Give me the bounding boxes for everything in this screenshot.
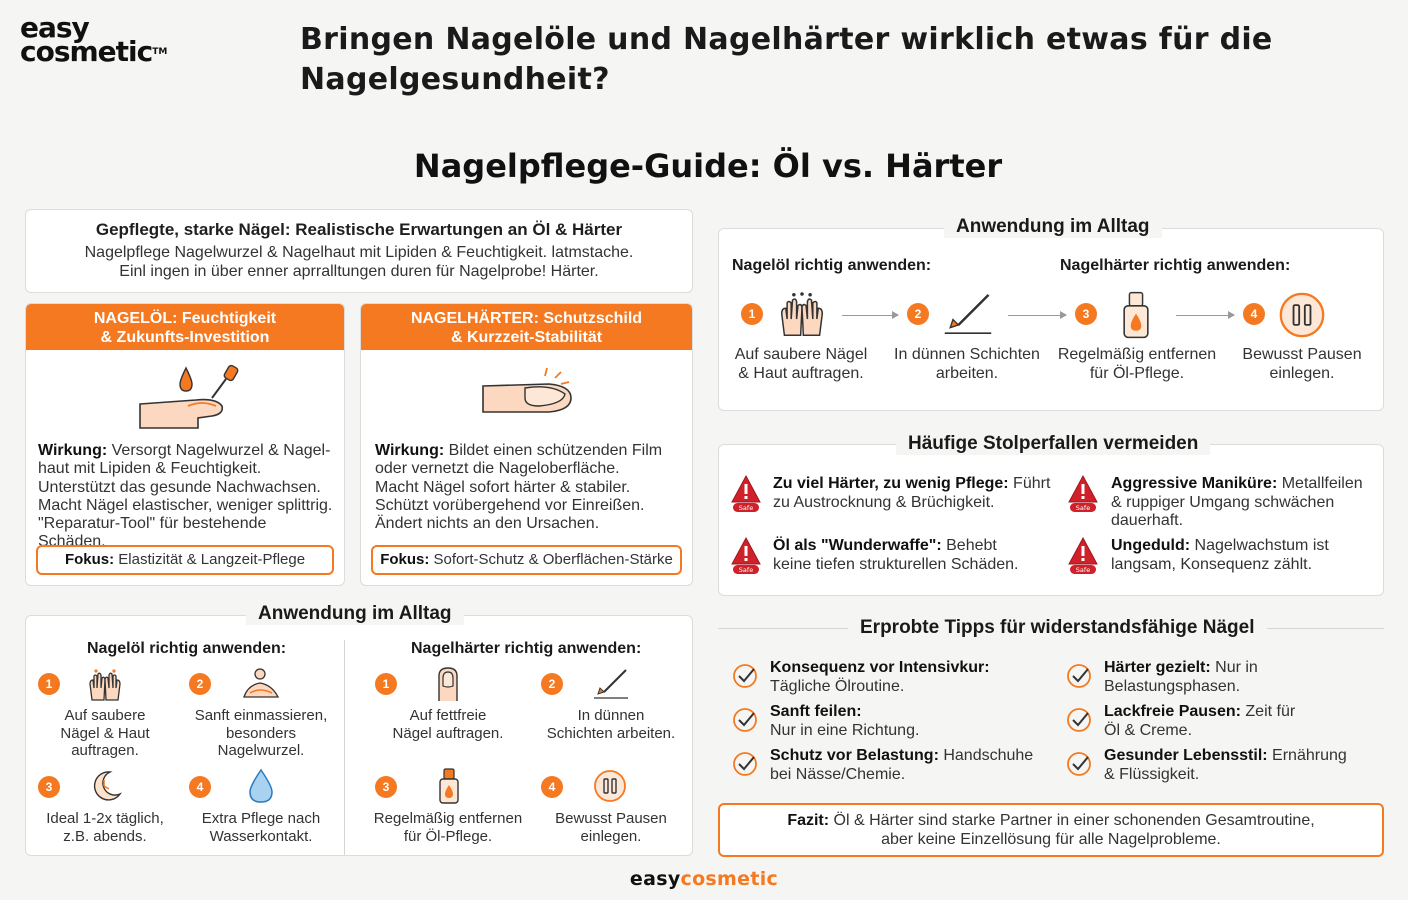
tip6-bold: Gesunder Lebensstil: — [1104, 747, 1268, 764]
right-step3-number: 3 — [1075, 303, 1097, 325]
fazit-line2: aber keine Einzellösung für alle Nagelprobleme. — [881, 830, 1221, 848]
right-step4-label — [1232, 346, 1372, 383]
oil-step1-line3: auftragen. — [71, 742, 139, 759]
tip1-rest2: Tägliche Ölroutine. — [770, 677, 905, 695]
hardener-step1-line2: Nägel auftragen. — [392, 724, 504, 742]
oil-focus-box — [36, 545, 334, 575]
hardener-step4-label — [540, 810, 682, 845]
oil-step2-number: 2 — [189, 673, 211, 695]
oil-focus-label: Fokus: — [64, 551, 115, 568]
hardener-head-line1: NAGELHÄRTER: Schutzschild — [410, 310, 643, 327]
oil-line-4: Macht Nägel elastischer, weniger splittrig. — [38, 496, 333, 514]
hardener-step4-line1: Bewusst Pausen — [555, 810, 667, 827]
tip-2 — [1104, 659, 1374, 696]
oil-focus-text: Elastizität & Langzeit-Pflege — [118, 551, 306, 568]
right-step2-line1: In dünnen Schichten — [894, 346, 1040, 363]
oil-step3-number: 3 — [38, 776, 60, 798]
oil-step2-line2: besonders — [225, 724, 297, 742]
page-title-line1: Bringen Nagelöle und Nagelhärter wirklich etwas für die — [300, 22, 1273, 57]
right-step2-line2: arbeiten. — [935, 364, 999, 382]
oil-step3-line2: z.B. abends. — [63, 827, 147, 845]
hardener-card-header — [361, 304, 692, 350]
hardener-focus-text: Sofort-Schutz & Oberflächen-Stärke — [433, 551, 673, 568]
warning-icon — [730, 536, 762, 576]
oil-step2-label — [190, 707, 332, 760]
shiny-nail-icon — [479, 364, 579, 416]
tip5-rest2: bei Nässe/Chemie. — [770, 765, 906, 783]
pitfall1-bold: Zu viel Härter, zu wenig Pflege: — [773, 475, 1009, 492]
hardener-line-5: Ändert nichts an den Ursachen. — [375, 515, 600, 533]
hardener-wirkung-label: Wirkung: — [375, 442, 445, 459]
tip3-bold: Sanft feilen: — [770, 703, 862, 720]
pitfall3-badge: Safe — [738, 566, 754, 574]
pitfall-3 — [773, 537, 1053, 574]
fazit-label: Fazit: — [787, 812, 830, 829]
right-step1-number: 1 — [741, 303, 763, 325]
bottle-icon — [437, 767, 461, 805]
tip5-rest1: Handschuhe — [938, 747, 1034, 764]
oil-wirkung-label: Wirkung: — [38, 442, 108, 459]
oil-step3-label — [35, 810, 175, 845]
pitfall2-rest3: dauerhaft. — [1111, 512, 1184, 529]
bottle-icon — [1120, 290, 1152, 340]
alltag-right-hardener-title: Nagelhärter richtig anwenden: — [1060, 257, 1291, 274]
right-step1-line1: Auf saubere Nägel — [734, 346, 868, 363]
tip-6 — [1104, 747, 1374, 784]
clean-hands-icon — [776, 292, 828, 338]
hardener-step1-line1: Auf fettfreie — [409, 707, 487, 724]
hardener-step2-label — [540, 707, 682, 742]
tip2-rest2: Belastungsphasen. — [1104, 677, 1241, 695]
hardener-step2-line1: In dünnen — [577, 707, 645, 724]
intro-title: Gepflegte, starke Nägel: Realistische Erwartungen an Öl & Härter — [95, 220, 623, 239]
hardener-line-4: Schützt vorübergehend vor Einreißen. — [375, 496, 645, 514]
right-step1-line2: & Haut auftragen. — [738, 364, 864, 382]
oil-step4-number: 4 — [189, 776, 211, 798]
brush-icon — [942, 292, 994, 336]
tip-4 — [1104, 703, 1374, 740]
tip4-rest1: Zeit für — [1240, 703, 1296, 720]
footer-logo-part2: cosmetic — [680, 868, 779, 890]
pitfall-4 — [1111, 537, 1371, 574]
hardener-step4-number: 4 — [541, 776, 563, 798]
pitfall4-bold: Ungeduld: — [1111, 537, 1191, 554]
pitfalls-title: Häufige Stolperfallen vermeiden — [896, 433, 1210, 455]
right-step4-line2: einlegen. — [1269, 364, 1335, 382]
oil-card-header — [26, 304, 344, 350]
hardener-line-2: oder vernetzt die Nageloberfläche. — [375, 460, 620, 478]
pitfall3-rest1: Behebt — [941, 537, 997, 554]
tip-5 — [770, 747, 1050, 784]
page-title — [300, 20, 1300, 100]
check-circle-icon — [732, 751, 758, 777]
oil-head-line1: NAGELÖL: Feuchtigkeit — [93, 310, 277, 327]
tip6-rest1: Ernährung — [1267, 747, 1347, 764]
oil-step1-label — [40, 707, 170, 760]
oil-step4-line1: Extra Pflege nach — [201, 810, 321, 827]
fingertip-icon — [436, 666, 460, 702]
page-title-line2: Nagelgesundheit? — [300, 62, 610, 97]
logo-tm: TM — [152, 47, 168, 57]
pitfall-2 — [1111, 475, 1371, 531]
hardener-step3-line2: für Öl-Pflege. — [403, 827, 493, 845]
right-step3-label — [1054, 346, 1220, 383]
tip-1 — [770, 659, 1050, 696]
oil-head-line2: & Zukunfts-Investition — [100, 329, 270, 346]
pitfall4-rest2: langsam, Konsequenz zählt. — [1111, 555, 1313, 573]
pitfall2-rest2: & ruppiger Umgang schwächen — [1111, 493, 1335, 511]
hardener-step3-label — [368, 810, 528, 845]
footer-logo-part1: easy — [629, 868, 681, 890]
hardener-focus-box — [371, 545, 682, 575]
hardener-line-1: Bildet einen schützenden Film — [448, 442, 663, 459]
brush-icon — [592, 668, 630, 700]
fazit-line1: Öl & Härter sind starke Partner in einer schonenden Gesamtroutine, — [829, 812, 1315, 829]
oil-step3-line1: Ideal 1-2x täglich, — [46, 810, 164, 827]
right-step3-line2: für Öl-Pflege. — [1089, 364, 1185, 382]
hardener-step1-number: 1 — [375, 673, 397, 695]
pitfall3-bold: Öl als "Wunderwaffe": — [773, 537, 942, 554]
oil-card-body — [38, 442, 334, 552]
alltag-left-title: Anwendung im Alltag — [246, 603, 464, 625]
alltag-left-oil-title: Nagelöl richtig anwenden: — [87, 640, 287, 657]
pitfall1-rest2: zu Austrocknung & Brüchigkeit. — [773, 493, 995, 511]
hardener-step3-line1: Regelmäßig entfernen — [373, 810, 523, 827]
logo-line2: cosmetic — [20, 35, 153, 68]
right-step2-label — [890, 346, 1044, 383]
oil-step2-line3: Nagelwurzel. — [217, 742, 305, 759]
pitfall4-badge: Safe — [1075, 566, 1091, 574]
pitfall1-badge: Safe — [738, 504, 754, 512]
check-circle-icon — [1066, 707, 1092, 733]
right-arrow-2 — [1008, 315, 1066, 316]
hardener-card-body — [375, 442, 682, 533]
pitfall2-badge: Safe — [1075, 504, 1091, 512]
oil-step4-label — [190, 810, 332, 845]
hardener-focus-label: Fokus: — [380, 551, 430, 568]
oil-line-5: "Reparatur-Tool" für bestehende Schäden. — [38, 515, 267, 551]
pitfall1-rest1: Führt — [1008, 475, 1051, 492]
pause-icon — [593, 769, 627, 803]
pitfall-1 — [773, 475, 1053, 512]
right-step1-label — [728, 346, 874, 383]
hardener-step4-line2: einlegen. — [580, 827, 642, 845]
brand-logo — [20, 11, 168, 68]
right-arrow-3 — [1176, 315, 1234, 316]
hardener-step2-number: 2 — [541, 673, 563, 695]
intro-line1: Nagelpflege Nagelwurzel & Nagelhaut mit Lipiden & Feuchtigkeit. latmstache. — [84, 244, 634, 261]
right-step2-number: 2 — [907, 303, 929, 325]
massage-hands-icon — [240, 667, 282, 701]
tips-title: Erprobte Tipps für widerstandsfähige Nägel — [848, 617, 1267, 639]
oil-line-1: Versorgt Nagelwurzel & Nagel- — [111, 442, 331, 459]
hardener-step1-label — [378, 707, 518, 742]
water-drop-icon — [248, 768, 274, 804]
hardener-card — [360, 303, 693, 586]
oil-step1-number: 1 — [38, 673, 60, 695]
oil-line-2: haut mit Lipiden & Feuchtigkeit. — [38, 460, 262, 478]
oil-step1-line1: Auf saubere — [64, 707, 146, 724]
warning-icon — [1067, 536, 1099, 576]
pitfall2-bold: Aggressive Maniküre: — [1111, 475, 1278, 492]
oil-step2-line1: Sanft einmassieren, — [194, 707, 328, 724]
hardener-step2-line2: Schichten arbeiten. — [546, 724, 676, 742]
alltag-right-title: Anwendung im Alltag — [944, 216, 1162, 238]
right-step3-line1: Regelmäßig entfernen — [1057, 346, 1217, 363]
pitfall4-rest1: Nagelwachstum ist — [1190, 537, 1329, 554]
tip5-bold: Schutz vor Belastung: — [770, 747, 939, 764]
alltag-right-oil-title: Nagelöl richtig anwenden: — [732, 257, 932, 274]
check-circle-icon — [732, 707, 758, 733]
moon-clock-icon — [88, 768, 124, 804]
oil-card — [25, 303, 345, 586]
guide-title: Nagelpflege-Guide: Öl vs. Härter — [413, 147, 1003, 185]
clean-hands-icon — [86, 668, 124, 702]
tip-3 — [770, 703, 1050, 740]
oil-step4-line2: Wasserkontakt. — [209, 827, 313, 845]
intro-line2: Einl ingen in über enner aprralltungen duren für Nagelprobe! Härter. — [119, 263, 599, 280]
tip1-bold: Konsequenz vor Intensivkur: — [770, 659, 990, 676]
pitfall2-rest1: Metallfeilen — [1277, 475, 1363, 492]
warning-icon — [1067, 474, 1099, 514]
footer-logo — [0, 868, 1408, 890]
logo-line1: easy — [20, 11, 89, 44]
finger-oil-drop-icon — [136, 362, 246, 434]
warning-icon — [730, 474, 762, 514]
alltag-left-divider — [344, 640, 345, 855]
hardener-head-line2: & Kurzzeit-Stabilität — [450, 329, 603, 346]
fazit-box — [718, 803, 1384, 857]
check-circle-icon — [732, 663, 758, 689]
intro-card — [25, 209, 693, 293]
pitfall3-rest2: keine tiefen strukturellen Schäden. — [773, 555, 1019, 573]
check-circle-icon — [1066, 751, 1092, 777]
right-step4-number: 4 — [1243, 303, 1265, 325]
alltag-left-hardener-title: Nagelhärter richtig anwenden: — [411, 640, 642, 657]
tip4-bold: Lackfreie Pausen: — [1104, 703, 1241, 720]
pause-icon — [1278, 291, 1326, 339]
hardener-step3-number: 3 — [375, 776, 397, 798]
tip2-bold: Härter gezielt: — [1104, 659, 1211, 676]
oil-line-3: Unterstützt das gesunde Nachwachsen. — [38, 478, 321, 496]
tip6-rest2: & Flüssigkeit. — [1104, 765, 1200, 783]
right-arrow-1 — [842, 315, 898, 316]
check-circle-icon — [1066, 663, 1092, 689]
hardener-line-3: Macht Nägel sofort härter & stabiler. — [375, 478, 631, 496]
oil-step1-line2: Nägel & Haut — [60, 724, 150, 742]
right-step4-line1: Bewusst Pausen — [1242, 346, 1362, 363]
tip4-rest2: Öl & Creme. — [1104, 721, 1193, 739]
tip3-rest2: Nur in eine Richtung. — [770, 721, 920, 739]
tip2-rest1: Nur in — [1210, 659, 1258, 676]
